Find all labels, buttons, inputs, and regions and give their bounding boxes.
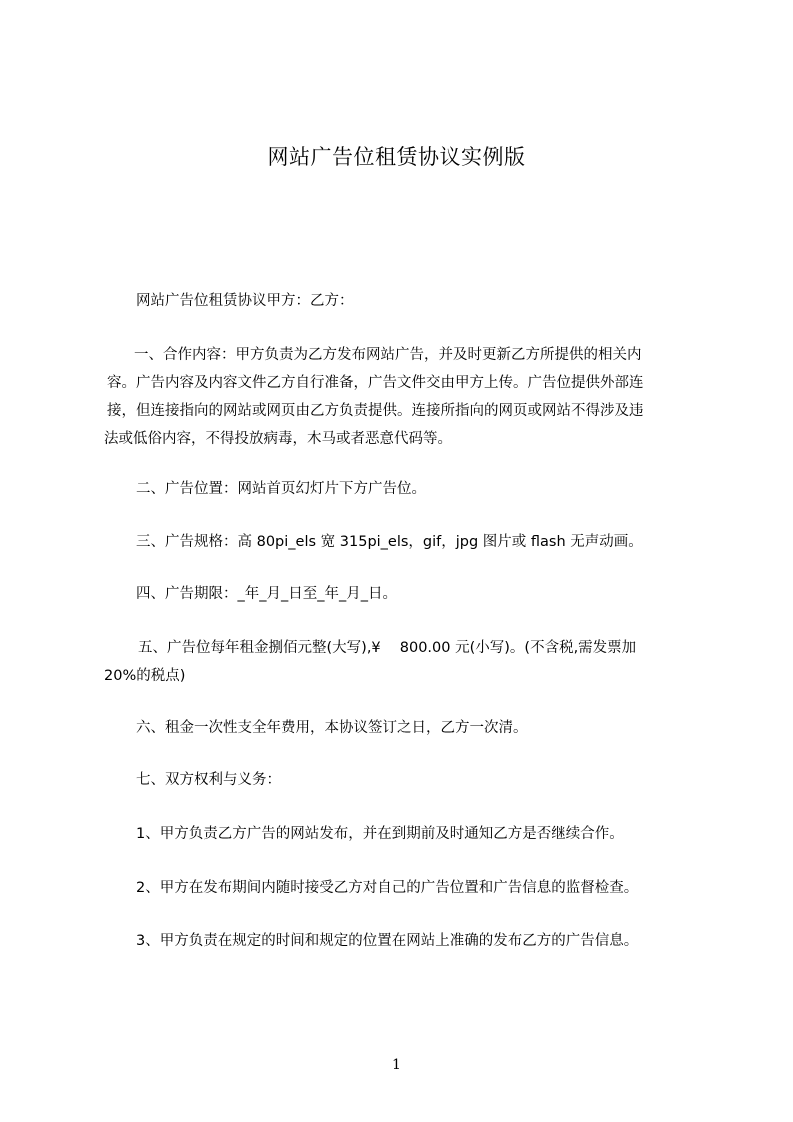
intro-paragraph: 网站广告位租赁协议甲方：乙方： [136, 293, 354, 309]
clause-7-heading: 七、双方权利与义务： [136, 772, 281, 788]
clause-1-line: 容。广告内容及内容文件乙方自行准备，广告文件交由甲方上传。广告位提供外部连 [107, 375, 644, 391]
clause-7-item-3: 3、甲方负责在规定的时间和规定的位置在网站上准确的发布乙方的广告信息。 [136, 933, 639, 949]
clause-2-paragraph: 二、广告位置：网站首页幻灯片下方广告位。 [136, 481, 426, 497]
clause-5-line: 20%的税点) [104, 668, 186, 684]
clause-1-line: 接，但连接指向的网站或网页由乙方负责提供。连接所指向的网页或网站不得涉及违 [107, 403, 644, 419]
clause-7-item-1: 1、甲方负责乙方广告的网站发布，并在到期前及时通知乙方是否继续合作。 [136, 826, 624, 842]
clause-4-paragraph: 四、广告期限：_年_月_日至_年_月_日。 [136, 586, 397, 602]
clause-7-item-2: 2、甲方在发布期间内随时接受乙方对自己的广告位置和广告信息的监督检查。 [136, 880, 639, 896]
clause-1-line: 法或低俗内容，不得投放病毒，木马或者恶意代码等。 [104, 431, 452, 447]
clause-1-paragraph [104, 341, 700, 453]
document-title: 网站广告位租赁协议实例版 [267, 145, 526, 169]
clause-5-paragraph [104, 634, 700, 690]
page-number: 1 [392, 1057, 401, 1073]
clause-1-line: 一、合作内容：甲方负责为乙方发布网站广告，并及时更新乙方所提供的相关内 [134, 347, 642, 363]
clause-6-paragraph: 六、租金一次性支全年费用，本协议签订之日，乙方一次清。 [136, 720, 528, 736]
clause-5-line: 五、广告位每年租金捌佰元整(大写),¥ 800.00 元(小写)。(不含税,需发票加 [138, 640, 637, 656]
clause-3-paragraph: 三、广告规格：高 80pi_els 宽 315pi_els，gif，jpg 图片或 flash 无声动画。 [136, 534, 643, 550]
